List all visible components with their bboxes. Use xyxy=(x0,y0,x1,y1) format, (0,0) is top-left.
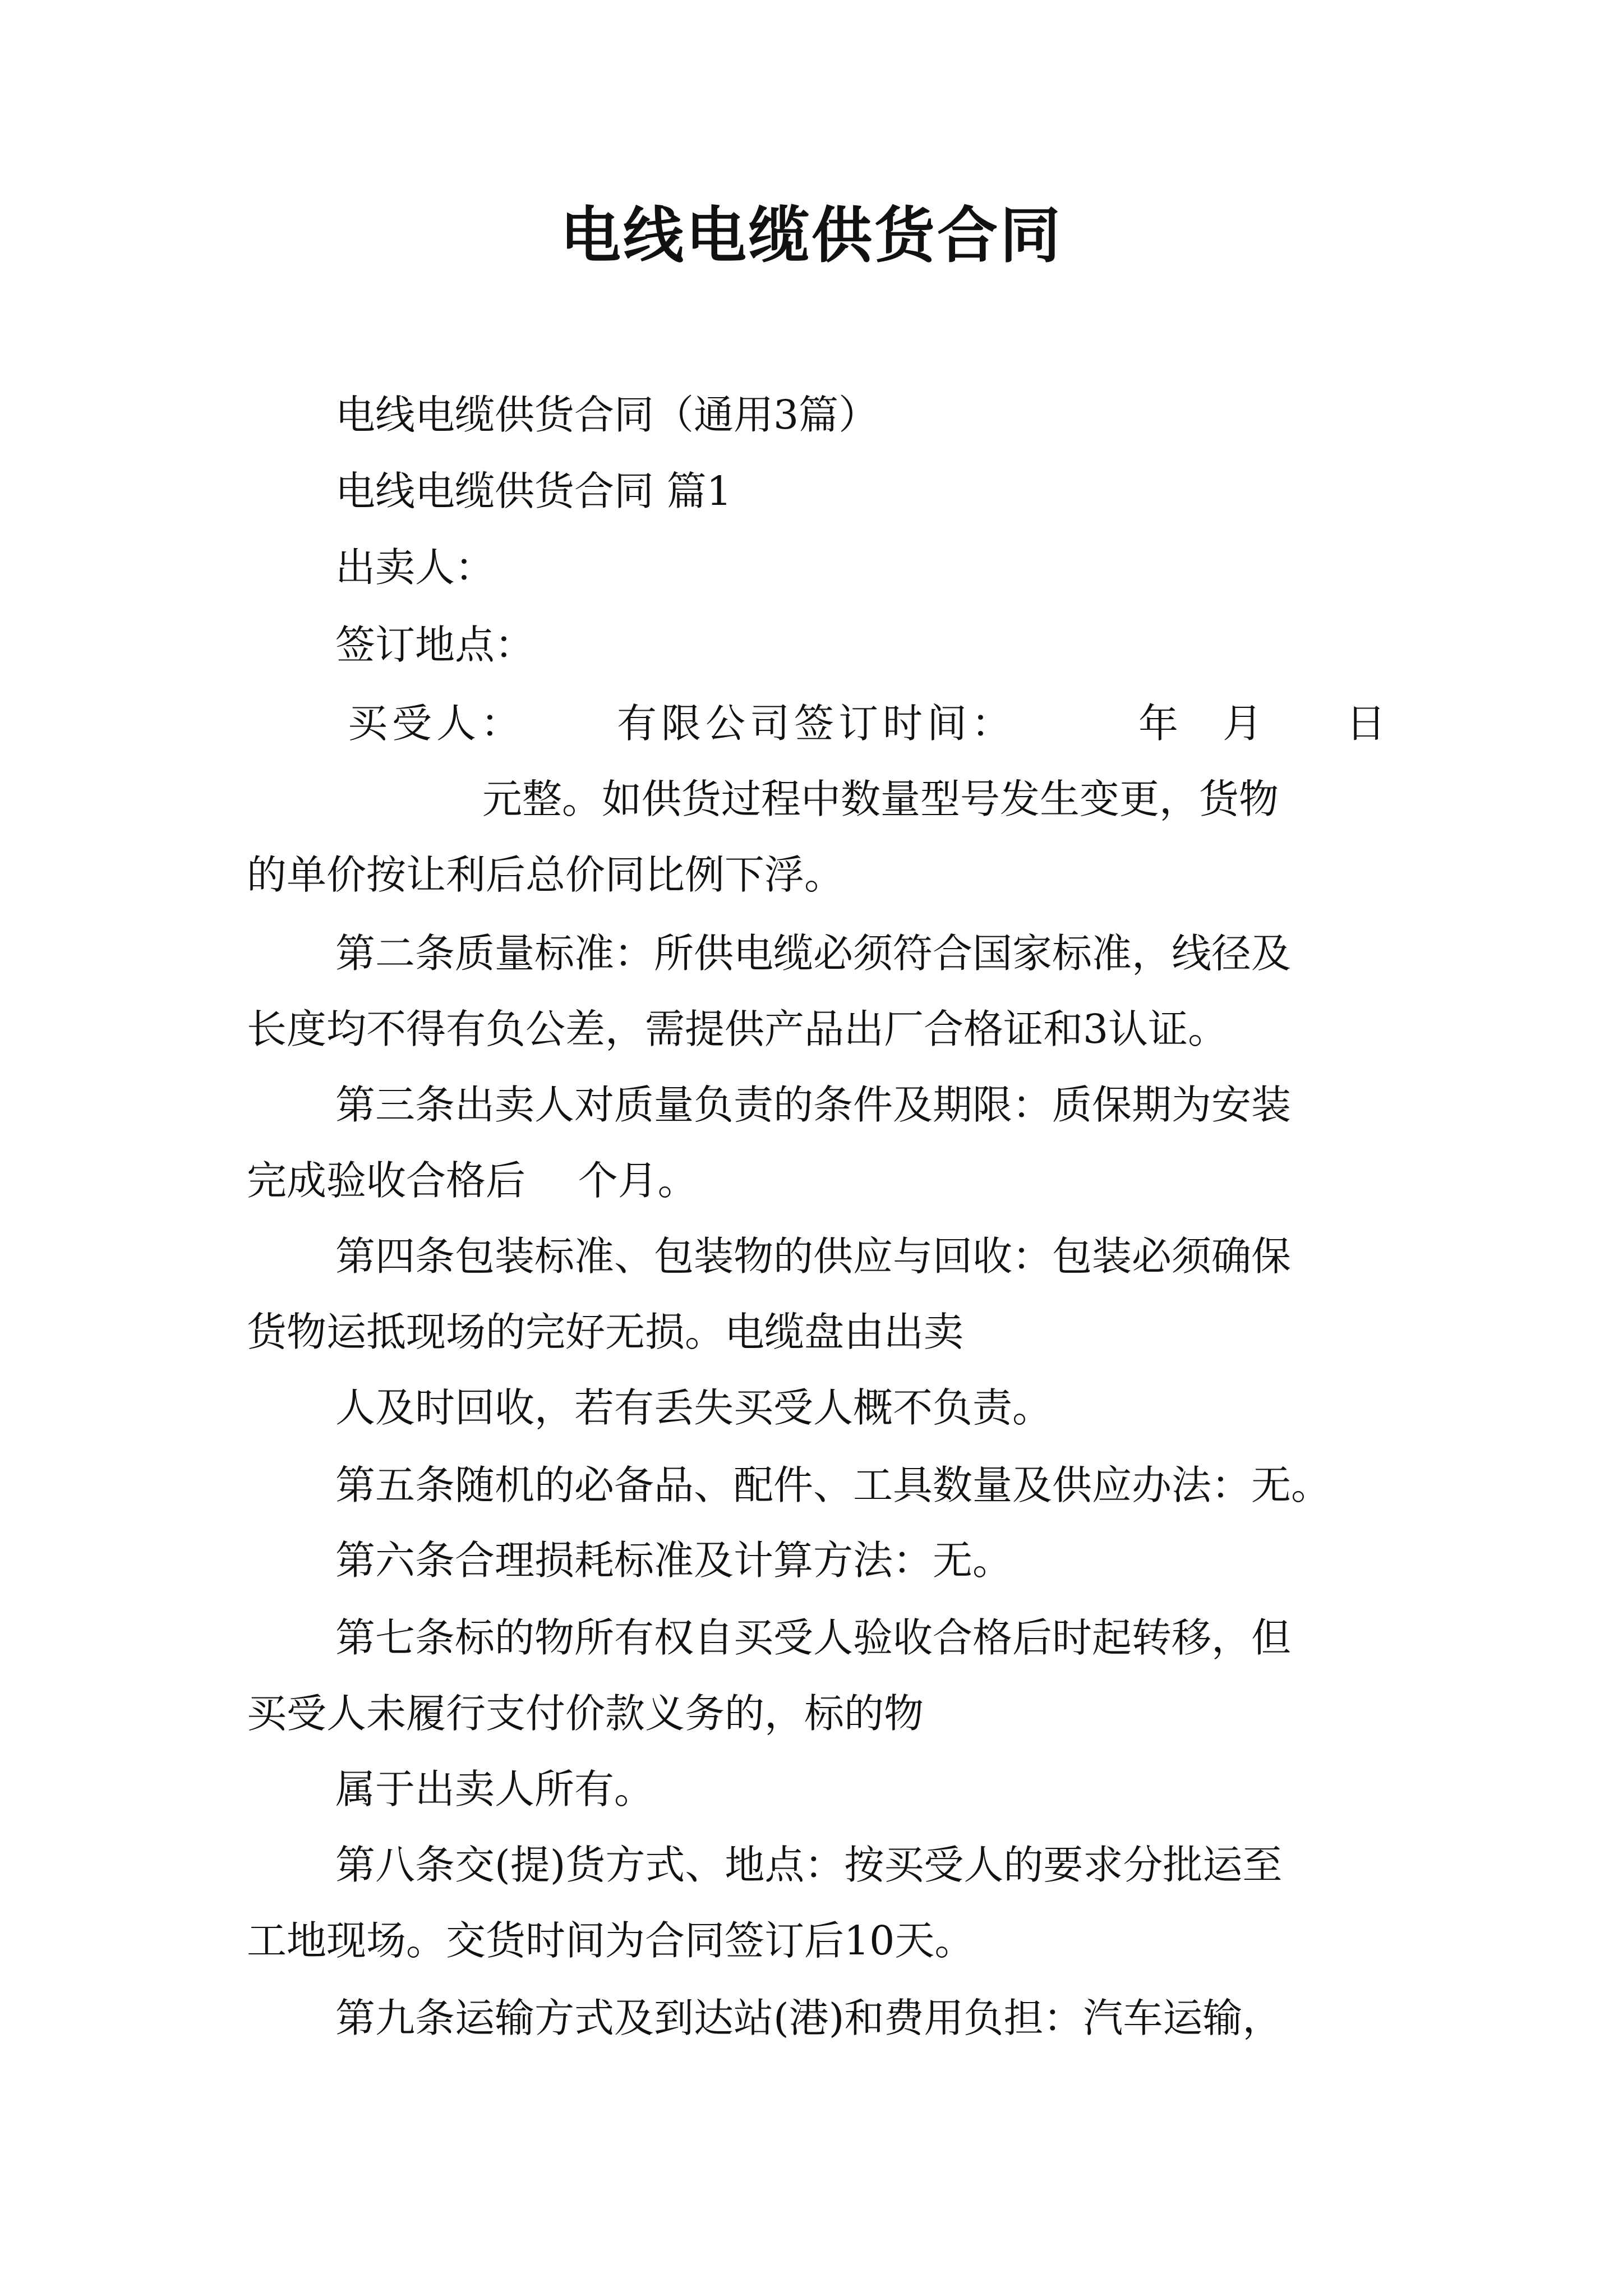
place-label: 签订地点： xyxy=(335,622,535,668)
article-4-line-3: 人及时回收，若有丢失买受人概不负责。 xyxy=(335,1384,1053,1431)
part-label: 电线电缆供货合同 篇1 xyxy=(335,468,732,514)
article-5: 第五条随机的必备品、配件、工具数量及供应办法：无。 xyxy=(335,1462,1331,1508)
article-2-line-1: 第二条质量标准：所供电缆必须符合国家标准，线径及 xyxy=(335,930,1292,977)
article-7-line-1: 第七条标的物所有权自买受人验收合格后时起转移，但 xyxy=(335,1614,1292,1661)
article-8-line-2: 工地现场。交货时间为合同签订后10天。 xyxy=(247,1917,975,1964)
price-line-2: 的单价按让利后总价同比例下浮。 xyxy=(247,852,845,898)
company-sign-time: 有限公司签订时间： xyxy=(617,700,1016,747)
article-9-line-1: 第九条运输方式及到达站(港)和费用负担：汽车运输， xyxy=(335,1995,1283,2041)
document-heading: 电线电缆供货合同（通用3篇） xyxy=(335,392,879,438)
document-title: 电线电缆供货合同 xyxy=(560,200,1063,271)
buyer-label: 买受人： xyxy=(348,700,525,747)
article-4-line-1: 第四条包装标准、包装物的供应与回收：包装必须确保 xyxy=(335,1233,1292,1280)
article-7-line-2: 买受人未履行支付价款义务的，标的物 xyxy=(247,1690,924,1737)
year-label: 年 xyxy=(1138,700,1179,747)
day-label: 日 xyxy=(1346,700,1386,747)
article-6: 第六条合理损耗标准及计算方法：无。 xyxy=(335,1537,1013,1584)
article-3-line-1: 第三条出卖人对质量负责的条件及期限：质保期为安装 xyxy=(335,1082,1292,1128)
month-label: 月 xyxy=(1223,700,1263,747)
article-7-line-3: 属于出卖人所有。 xyxy=(335,1766,654,1812)
price-line-1: 元整。如供货过程中数量型号发生变更，货物 xyxy=(482,776,1279,822)
article-4-line-2: 货物运抵现场的完好无损。电缆盘由出卖 xyxy=(247,1309,964,1355)
article-8-line-1: 第八条交(提)货方式、地点：按买受人的要求分批运至 xyxy=(335,1842,1283,1888)
article-2-line-2: 长度均不得有负公差，需提供产品出厂合格证和3认证。 xyxy=(247,1006,1228,1052)
article-3-line-2: 完成验收合格后 个月。 xyxy=(247,1157,698,1204)
seller-label: 出卖人： xyxy=(335,544,495,591)
